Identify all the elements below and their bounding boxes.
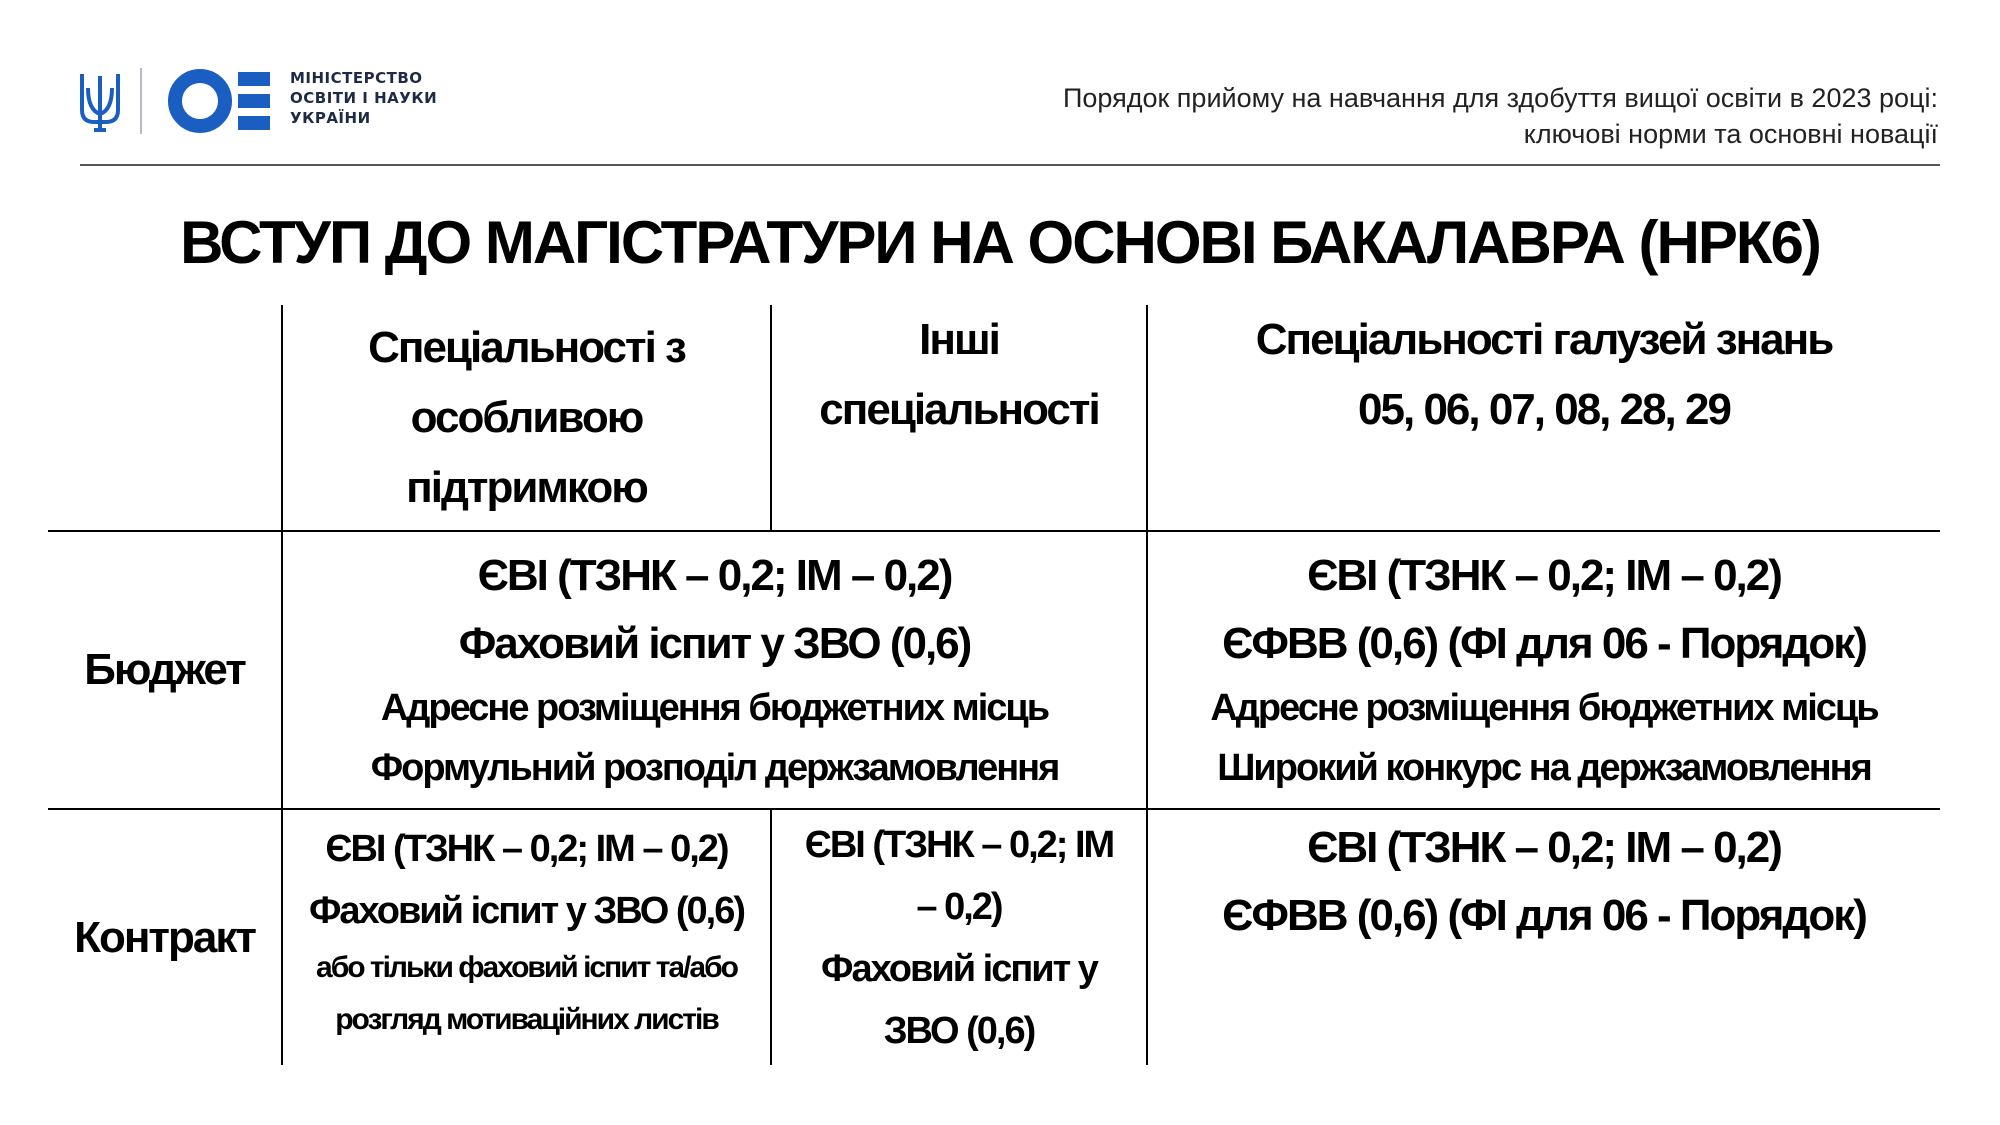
- column-header-special: [283, 305, 770, 530]
- column-header-other: [772, 305, 1146, 495]
- mon-logo-icon: [166, 66, 276, 136]
- trident-icon: [78, 70, 122, 132]
- budget-fields-cell: [1148, 532, 1940, 808]
- cell-line: ЄФВВ (0,6) (ФІ для 06 - Порядок): [1222, 619, 1866, 668]
- cell-line: Фаховий іспит у: [821, 947, 1097, 990]
- cell-line: ЗВО (0,6): [883, 1009, 1035, 1052]
- cell-line: ЄВІ (ТЗНК – 0,2; ІМ – 0,2): [1307, 551, 1781, 600]
- contract-other-cell: [772, 810, 1146, 1065]
- cell-line: ЄВІ (ТЗНК – 0,2; ІМ: [804, 823, 1114, 866]
- cell-line: Адресне розміщення бюджетних місць: [380, 687, 1049, 729]
- row-label-budget: Бюджет: [84, 645, 245, 694]
- page-title: ВСТУП ДО МАГІСТРАТУРИ НА ОСНОВІ БАКАЛАВРА (НРК6): [180, 209, 1820, 276]
- document-subtitle: [1063, 80, 1938, 152]
- row-label-contract: Контракт: [74, 912, 255, 962]
- cell-line: Формульний розподіл держзамовлення: [370, 747, 1059, 789]
- ministry-name: [290, 68, 437, 128]
- cell-line: розгляд мотиваційних листів: [335, 1003, 718, 1036]
- header-line: 05, 06, 07, 08, 28, 29: [1358, 385, 1730, 434]
- header-line: Спеціальності з: [368, 322, 685, 372]
- cell-line: Фаховий іспит у ЗВО (0,6): [308, 890, 745, 932]
- cell-line: Адресне розміщення бюджетних місць: [1210, 687, 1878, 729]
- column-header-fields: [1148, 305, 1940, 495]
- logo-divider: [140, 68, 142, 134]
- admission-table: [48, 305, 1940, 1065]
- ministry-name-line: ОСВІТИ І НАУКИ: [290, 89, 438, 107]
- cell-line: або тільки фаховий іспит та/або: [316, 951, 737, 984]
- ministry-name-line: УКРАЇНИ: [290, 109, 371, 127]
- header-divider: [80, 164, 1940, 166]
- cell-line: ЄВІ (ТЗНК – 0,2; ІМ – 0,2): [477, 551, 952, 600]
- header-line: спеціальності: [819, 385, 1099, 434]
- subtitle-line: Порядок прийому на навчання для здобуття вищої освіти в 2023 році:: [1062, 83, 1938, 113]
- header-line: особливою: [410, 392, 643, 442]
- contract-special-cell: [283, 810, 770, 1050]
- ministry-name-line: МІНІСТЕРСТВО: [290, 69, 423, 87]
- cell-line: ЄФВВ (0,6) (ФІ для 06 - Порядок): [1222, 891, 1866, 940]
- cell-line: – 0,2): [916, 885, 1002, 928]
- header-line: підтримкою: [406, 462, 647, 512]
- cell-line: ЄВІ (ТЗНК – 0,2; ІМ – 0,2): [325, 828, 728, 870]
- subtitle-line: ключові норми та основні новації: [1523, 119, 1938, 149]
- header-line: Інші: [919, 315, 999, 364]
- cell-line: Фаховий іспит у ЗВО (0,6): [458, 619, 971, 668]
- budget-special-other-cell: [283, 532, 1146, 808]
- cell-line: ЄВІ (ТЗНК – 0,2; ІМ – 0,2): [1307, 823, 1781, 872]
- cell-line: Широкий конкурс на держзамовлення: [1217, 747, 1871, 789]
- contract-fields-cell: [1148, 810, 1940, 974]
- header-line: Спеціальності галузей знань: [1255, 315, 1833, 364]
